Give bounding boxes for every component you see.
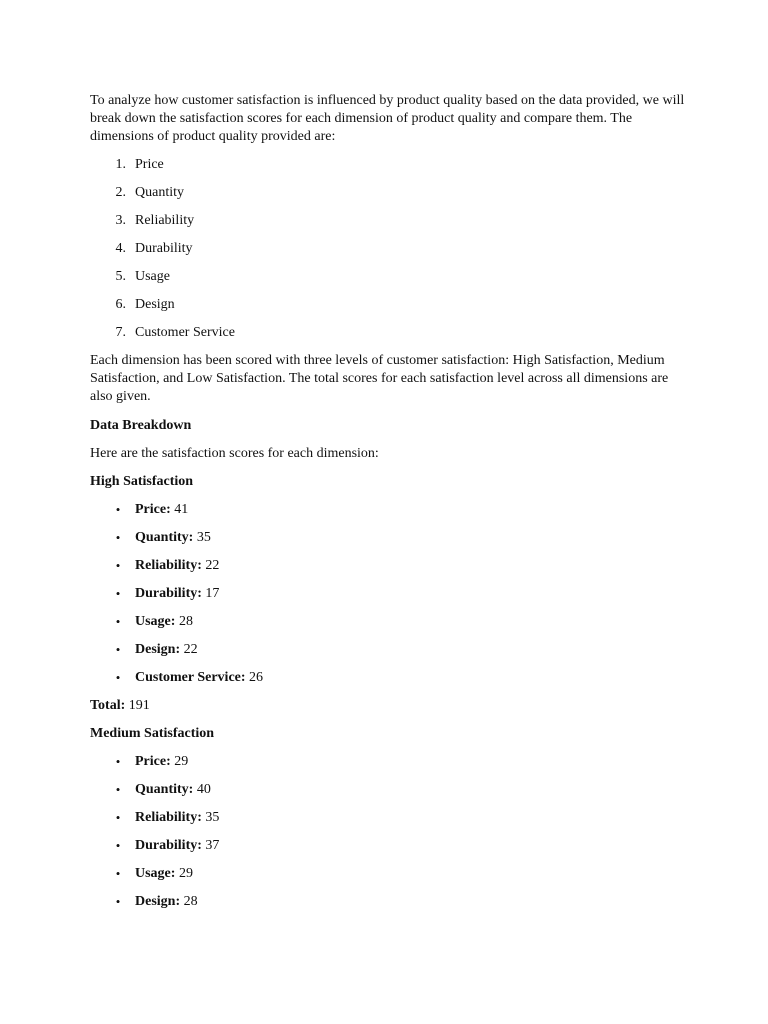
dimension-label: Customer Service <box>135 325 235 340</box>
list-number: 7. <box>115 325 126 340</box>
bullet-icon: • <box>115 838 121 853</box>
bullet-icon: • <box>115 866 121 881</box>
list-number: 4. <box>115 241 126 256</box>
score-key: Reliability: <box>135 558 202 573</box>
score-item <box>90 837 690 855</box>
data-breakdown-heading: Data Breakdown <box>90 418 192 433</box>
score-value: 35 <box>205 810 220 825</box>
dimension-label: Usage <box>135 269 170 284</box>
score-item <box>90 753 690 771</box>
score-key: Durability: <box>135 838 202 853</box>
bullet-icon: • <box>115 586 121 601</box>
score-value: 41 <box>174 502 189 517</box>
dimension-item <box>90 268 690 286</box>
bullet-icon: • <box>115 670 121 685</box>
dimension-label: Price <box>135 157 164 172</box>
total-label: Total: <box>90 698 126 713</box>
dimension-item <box>90 156 690 174</box>
score-key: Price: <box>135 754 171 769</box>
score-key: Durability: <box>135 586 202 601</box>
breakdown-intro: Here are the satisfaction scores for each dimension: <box>90 446 379 461</box>
score-value: 22 <box>205 558 220 573</box>
score-key: Quantity: <box>135 530 194 545</box>
score-key: Design: <box>135 642 181 657</box>
levels-paragraph: Each dimension has been scored with three levels of customer satisfaction: High Satisfaction, Medium Satisfaction, and Low Satisfaction. The total scores for each satisfaction level across all dimensions are also given. <box>90 353 669 404</box>
bullet-icon: • <box>115 614 121 629</box>
score-key: Quantity: <box>135 782 194 797</box>
score-key: Customer Service: <box>135 670 246 685</box>
high-satisfaction-total <box>90 697 690 715</box>
high-satisfaction-list <box>90 501 690 687</box>
score-value: 28 <box>178 614 193 629</box>
intro-paragraph: To analyze how customer satisfaction is influenced by product quality based on the data provided, we will break down the satisfaction scores for each dimension of product quality and compare them. The dimensions of product quality provided are: <box>90 93 685 144</box>
score-item <box>90 585 690 603</box>
score-key: Usage: <box>135 866 176 881</box>
list-number: 5. <box>115 269 126 284</box>
score-value: 37 <box>205 838 220 853</box>
score-value: 40 <box>196 782 211 797</box>
dimensions-list <box>90 156 690 342</box>
bullet-icon: • <box>115 502 121 517</box>
score-value: 29 <box>178 866 193 881</box>
bullet-icon: • <box>115 754 121 769</box>
bullet-icon: • <box>115 894 121 909</box>
medium-satisfaction-heading: Medium Satisfaction <box>90 726 215 741</box>
dimension-item <box>90 240 690 258</box>
bullet-icon: • <box>115 782 121 797</box>
score-item <box>90 641 690 659</box>
score-item <box>90 669 690 687</box>
score-key: Usage: <box>135 614 176 629</box>
bullet-icon: • <box>115 810 121 825</box>
dimension-item <box>90 296 690 314</box>
score-value: 35 <box>196 530 211 545</box>
dimension-label: Reliability <box>135 213 195 228</box>
score-value: 22 <box>183 642 198 657</box>
score-item <box>90 613 690 631</box>
high-satisfaction-heading: High Satisfaction <box>90 474 194 489</box>
score-item <box>90 501 690 519</box>
dimension-item <box>90 212 690 230</box>
dimension-label: Design <box>135 297 175 312</box>
bullet-icon: • <box>115 558 121 573</box>
medium-satisfaction-list <box>90 753 690 911</box>
list-number: 6. <box>115 297 126 312</box>
dimension-item <box>90 324 690 342</box>
score-item <box>90 557 690 575</box>
bullet-icon: • <box>115 530 121 545</box>
score-item <box>90 781 690 799</box>
score-value: 29 <box>174 754 189 769</box>
total-value: 191 <box>128 698 150 713</box>
dimension-label: Quantity <box>135 185 184 200</box>
list-number: 1. <box>115 157 126 172</box>
score-item <box>90 529 690 547</box>
document-page <box>90 92 690 921</box>
list-number: 2. <box>115 185 126 200</box>
score-item <box>90 809 690 827</box>
score-key: Price: <box>135 502 171 517</box>
dimension-label: Durability <box>135 241 193 256</box>
score-value: 28 <box>183 894 198 909</box>
score-item <box>90 893 690 911</box>
score-value: 26 <box>249 670 264 685</box>
dimension-item <box>90 184 690 202</box>
bullet-icon: • <box>115 642 121 657</box>
score-item <box>90 865 690 883</box>
score-key: Reliability: <box>135 810 202 825</box>
list-number: 3. <box>115 213 126 228</box>
score-key: Design: <box>135 894 181 909</box>
score-value: 17 <box>205 586 220 601</box>
